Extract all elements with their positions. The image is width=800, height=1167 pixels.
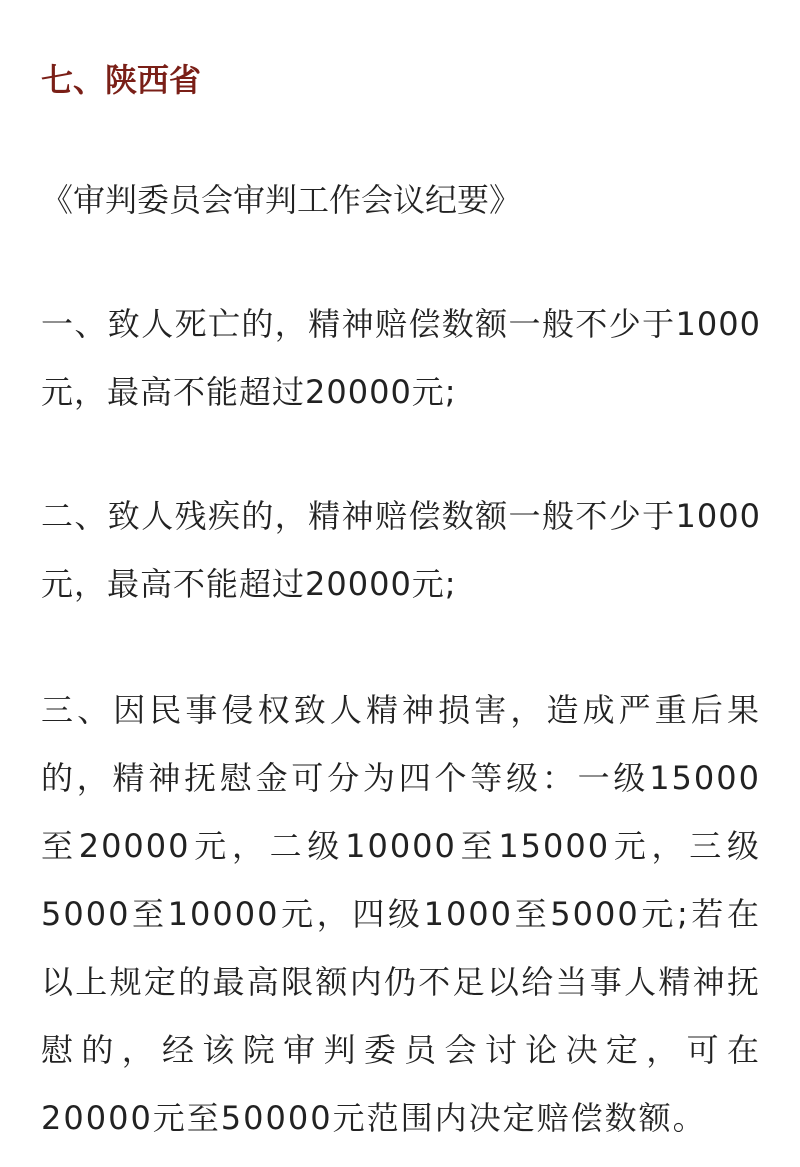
paragraph-2: 二、致人残疾的，精神赔偿数额一般不少于1000元，最高不能超过20000元; xyxy=(41,497,761,603)
section-title: 七、陕西省 xyxy=(41,61,202,99)
paragraph-3: 三、因民事侵权致人精神损害，造成严重后果的，精神抚慰金可分为四个等级：一级15000至20000元，二级10000至15000元，三级5000至10000元，四级1000至5000元;若在以上规定的最高限额内仍不足以给当事人精神抚慰的，经该院审判委员会讨论决定，可在20000元至50000元范围内决定赔偿数额。 xyxy=(41,691,761,1137)
document-title: 《审判委员会审判工作会议纪要》 xyxy=(41,181,522,219)
paragraph-1: 一、致人死亡的，精神赔偿数额一般不少于1000元，最高不能超过20000元; xyxy=(41,305,761,411)
